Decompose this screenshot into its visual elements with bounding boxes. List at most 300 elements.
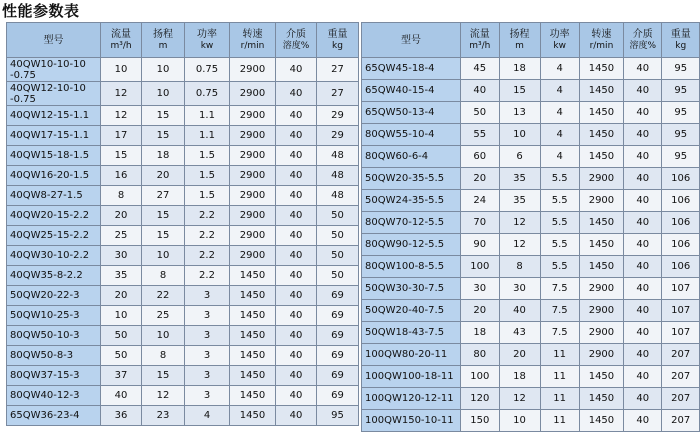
cell-concentration: 40: [624, 146, 662, 168]
cell-power: 2.2: [185, 206, 230, 226]
cell-concentration: 40: [276, 246, 317, 266]
cell-power: 11: [540, 410, 579, 432]
cell-speed: 1450: [230, 326, 276, 346]
header-power-unit: kw: [200, 40, 214, 51]
cell-weight: 27: [317, 58, 359, 82]
table-row: [362, 80, 700, 102]
cell-model: 65QW50-13-4: [362, 102, 461, 124]
table-row: [7, 386, 359, 406]
cell-power: 1.5: [185, 146, 230, 166]
cell-flow: 100: [461, 366, 500, 388]
cell-flow: 15: [101, 146, 142, 166]
cell-head: 25: [142, 306, 185, 326]
cell-head: 12: [499, 234, 540, 256]
cell-concentration: 40: [276, 166, 317, 186]
cell-flow: 50: [101, 326, 142, 346]
cell-power: 3: [185, 306, 230, 326]
header-model: [7, 23, 101, 58]
cell-speed: 2900: [579, 322, 623, 344]
header-concentration-label: 介质: [632, 28, 653, 40]
cell-speed: 2900: [579, 300, 623, 322]
table-row: [362, 146, 700, 168]
cell-model: 40QW35-8-2.2: [7, 266, 101, 286]
header-concentration: [624, 23, 662, 58]
cell-concentration: 40: [624, 80, 662, 102]
cell-head: 22: [142, 286, 185, 306]
header-weight-label: 重量: [670, 28, 691, 40]
cell-model: 40QW12-10-10 -0.75: [7, 82, 101, 106]
cell-head: 15: [142, 106, 185, 126]
cell-power: 5.5: [540, 212, 579, 234]
cell-model: 80QW37-15-3: [7, 366, 101, 386]
cell-flow: 50: [101, 346, 142, 366]
cell-flow: 12: [101, 82, 142, 106]
header-flow-unit: m³/h: [110, 40, 132, 51]
cell-model: 80QW50-8-3: [7, 346, 101, 366]
cell-flow: 30: [461, 278, 500, 300]
cell-speed: 1450: [230, 286, 276, 306]
page-title: 性能参数表: [2, 2, 80, 20]
cell-flow: 10: [101, 306, 142, 326]
cell-flow: 60: [461, 146, 500, 168]
cell-model: 40QW16-20-1.5: [7, 166, 101, 186]
cell-weight: 95: [662, 80, 700, 102]
table-header-row: [362, 23, 700, 58]
cell-power: 2.2: [185, 266, 230, 286]
cell-weight: 29: [317, 126, 359, 146]
cell-weight: 50: [317, 246, 359, 266]
cell-model: 65QW40-15-4: [362, 80, 461, 102]
header-concentration-unit: 溶度%: [629, 40, 657, 51]
header-power-label: 功率: [197, 28, 217, 40]
table-row: [362, 102, 700, 124]
table-row: [362, 388, 700, 410]
cell-model: 100QW150-10-11: [362, 410, 461, 432]
header-flow-unit: m³/h: [469, 40, 491, 51]
cell-head: 18: [499, 58, 540, 80]
table-row: [7, 306, 359, 326]
cell-head: 15: [142, 206, 185, 226]
cell-weight: 69: [317, 346, 359, 366]
cell-power: 5.5: [540, 190, 579, 212]
cell-concentration: 40: [624, 256, 662, 278]
cell-weight: 50: [317, 206, 359, 226]
header-flow-label: 流量: [111, 28, 131, 40]
cell-model: 50QW20-35-5.5: [362, 168, 461, 190]
table-row: [7, 146, 359, 166]
cell-power: 3: [185, 366, 230, 386]
cell-weight: 106: [662, 234, 700, 256]
header-concentration: [276, 23, 317, 58]
cell-concentration: 40: [624, 212, 662, 234]
cell-model: 80QW70-12-5.5: [362, 212, 461, 234]
cell-head: 27: [142, 186, 185, 206]
cell-weight: 207: [662, 388, 700, 410]
cell-head: 40: [499, 300, 540, 322]
table-row: [362, 190, 700, 212]
table-row: [7, 406, 359, 426]
cell-flow: 45: [461, 58, 500, 80]
cell-concentration: 40: [624, 300, 662, 322]
cell-concentration: 40: [276, 346, 317, 366]
cell-concentration: 40: [276, 326, 317, 346]
cell-weight: 69: [317, 306, 359, 326]
cell-speed: 1450: [579, 212, 623, 234]
header-weight-unit: kg: [675, 40, 687, 51]
cell-speed: 1450: [230, 406, 276, 426]
header-speed-label: 转速: [242, 28, 263, 40]
cell-flow: 20: [101, 206, 142, 226]
cell-head: 10: [499, 124, 540, 146]
cell-concentration: 40: [276, 386, 317, 406]
table-row: [7, 326, 359, 346]
cell-concentration: 40: [276, 366, 317, 386]
performance-table-left: [6, 22, 359, 426]
table-row: [362, 366, 700, 388]
cell-speed: 1450: [579, 388, 623, 410]
cell-speed: 1450: [230, 346, 276, 366]
table-header-row: [7, 23, 359, 58]
header-head-unit: m: [515, 40, 524, 51]
table-row: [7, 226, 359, 246]
cell-head: 12: [499, 388, 540, 410]
cell-power: 1.1: [185, 126, 230, 146]
cell-head: 10: [142, 82, 185, 106]
header-head-label: 扬程: [153, 28, 173, 40]
cell-concentration: 40: [276, 126, 317, 146]
cell-model: 80QW100-8-5.5: [362, 256, 461, 278]
cell-model: 50QW24-35-5.5: [362, 190, 461, 212]
header-power: [540, 23, 579, 58]
cell-power: 4: [540, 102, 579, 124]
cell-model: 40QW30-10-2.2: [7, 246, 101, 266]
cell-concentration: 40: [276, 306, 317, 326]
cell-flow: 17: [101, 126, 142, 146]
cell-head: 10: [499, 410, 540, 432]
cell-concentration: 40: [276, 146, 317, 166]
cell-power: 1.5: [185, 186, 230, 206]
cell-head: 12: [499, 212, 540, 234]
cell-power: 0.75: [185, 58, 230, 82]
cell-model: 40QW8-27-1.5: [7, 186, 101, 206]
cell-head: 8: [142, 346, 185, 366]
cell-speed: 2900: [230, 186, 276, 206]
cell-model: 50QW18-43-7.5: [362, 322, 461, 344]
cell-speed: 1450: [579, 366, 623, 388]
cell-weight: 48: [317, 146, 359, 166]
cell-power: 7.5: [540, 300, 579, 322]
cell-head: 35: [499, 190, 540, 212]
cell-flow: 50: [461, 102, 500, 124]
cell-concentration: 40: [276, 106, 317, 126]
cell-concentration: 40: [276, 406, 317, 426]
header-flow: [461, 23, 500, 58]
cell-power: 4: [185, 406, 230, 426]
header-flow-label: 流量: [469, 28, 490, 40]
cell-speed: 1450: [579, 234, 623, 256]
cell-weight: 50: [317, 226, 359, 246]
cell-speed: 1450: [579, 58, 623, 80]
cell-speed: 1450: [579, 410, 623, 432]
cell-power: 2.2: [185, 226, 230, 246]
cell-power: 11: [540, 344, 579, 366]
cell-speed: 2900: [579, 190, 623, 212]
cell-speed: 2900: [230, 126, 276, 146]
cell-model: 80QW90-12-5.5: [362, 234, 461, 256]
cell-weight: 207: [662, 410, 700, 432]
cell-flow: 35: [101, 266, 142, 286]
cell-model: 50QW10-25-3: [7, 306, 101, 326]
cell-flow: 24: [461, 190, 500, 212]
cell-speed: 2900: [230, 146, 276, 166]
table-row: [362, 344, 700, 366]
cell-speed: 2900: [230, 206, 276, 226]
cell-model: 100QW100-18-11: [362, 366, 461, 388]
cell-concentration: 40: [624, 410, 662, 432]
cell-head: 18: [499, 366, 540, 388]
cell-weight: 207: [662, 366, 700, 388]
cell-flow: 16: [101, 166, 142, 186]
cell-weight: 95: [662, 146, 700, 168]
cell-model: 65QW36-23-4: [7, 406, 101, 426]
table-row: [7, 206, 359, 226]
cell-head: 20: [142, 166, 185, 186]
cell-concentration: 40: [276, 226, 317, 246]
cell-power: 5.5: [540, 168, 579, 190]
cell-power: 1.5: [185, 166, 230, 186]
cell-speed: 1450: [579, 124, 623, 146]
cell-weight: 95: [662, 124, 700, 146]
cell-concentration: 40: [276, 186, 317, 206]
cell-flow: 36: [101, 406, 142, 426]
header-power-label: 功率: [549, 28, 570, 40]
table-row: [7, 286, 359, 306]
cell-speed: 2900: [230, 82, 276, 106]
cell-flow: 20: [101, 286, 142, 306]
header-concentration-unit: 溶度%: [282, 40, 310, 51]
header-weight: [317, 23, 359, 58]
cell-weight: 27: [317, 82, 359, 106]
header-power-unit: kw: [553, 40, 566, 51]
cell-head: 30: [499, 278, 540, 300]
performance-table-right: [361, 22, 700, 432]
cell-speed: 2900: [230, 106, 276, 126]
cell-flow: 25: [101, 226, 142, 246]
header-power: [185, 23, 230, 58]
cell-speed: 2900: [579, 278, 623, 300]
cell-speed: 2900: [230, 246, 276, 266]
cell-head: 15: [142, 126, 185, 146]
cell-model: 40QW17-15-1.1: [7, 126, 101, 146]
cell-model: 50QW30-30-7.5: [362, 278, 461, 300]
cell-concentration: 40: [624, 124, 662, 146]
cell-weight: 69: [317, 286, 359, 306]
cell-concentration: 40: [624, 190, 662, 212]
table-row: [7, 166, 359, 186]
cell-head: 20: [499, 344, 540, 366]
cell-model: 40QW20-15-2.2: [7, 206, 101, 226]
table-row: [362, 322, 700, 344]
cell-speed: 1450: [230, 266, 276, 286]
header-model-label: 型号: [43, 34, 64, 46]
header-speed-label: 转速: [591, 28, 612, 40]
cell-model: 100QW120-12-11: [362, 388, 461, 410]
cell-flow: 18: [461, 322, 500, 344]
cell-weight: 48: [317, 166, 359, 186]
cell-power: 7.5: [540, 322, 579, 344]
cell-flow: 70: [461, 212, 500, 234]
cell-weight: 107: [662, 278, 700, 300]
cell-power: 3: [185, 346, 230, 366]
cell-flow: 20: [461, 168, 500, 190]
cell-flow: 40: [461, 80, 500, 102]
table-row: [362, 300, 700, 322]
header-speed-unit: r/min: [240, 40, 265, 51]
header-speed: [230, 23, 276, 58]
cell-head: 43: [499, 322, 540, 344]
cell-model: 40QW25-15-2.2: [7, 226, 101, 246]
cell-concentration: 40: [624, 168, 662, 190]
cell-weight: 106: [662, 190, 700, 212]
cell-weight: 69: [317, 326, 359, 346]
cell-weight: 69: [317, 366, 359, 386]
cell-concentration: 40: [624, 344, 662, 366]
cell-model: 65QW45-18-4: [362, 58, 461, 80]
cell-speed: 1450: [579, 102, 623, 124]
cell-head: 10: [142, 246, 185, 266]
cell-head: 23: [142, 406, 185, 426]
cell-head: 18: [142, 146, 185, 166]
cell-weight: 106: [662, 256, 700, 278]
cell-head: 35: [499, 168, 540, 190]
cell-head: 8: [499, 256, 540, 278]
cell-concentration: 40: [624, 388, 662, 410]
cell-speed: 1450: [579, 80, 623, 102]
header-flow: [101, 23, 142, 58]
cell-model: 100QW80-20-11: [362, 344, 461, 366]
cell-flow: 30: [101, 246, 142, 266]
header-speed-unit: r/min: [589, 40, 614, 51]
cell-model: 40QW12-15-1.1: [7, 106, 101, 126]
cell-speed: 1450: [579, 146, 623, 168]
cell-model: 80QW60-6-4: [362, 146, 461, 168]
cell-head: 13: [499, 102, 540, 124]
cell-speed: 1450: [579, 256, 623, 278]
header-weight-label: 重量: [327, 28, 348, 40]
cell-concentration: 40: [624, 58, 662, 80]
cell-weight: 95: [662, 58, 700, 80]
cell-flow: 20: [461, 300, 500, 322]
cell-head: 6: [499, 146, 540, 168]
table-row: [362, 58, 700, 80]
cell-power: 0.75: [185, 82, 230, 106]
cell-head: 15: [499, 80, 540, 102]
cell-power: 4: [540, 146, 579, 168]
cell-head: 15: [142, 226, 185, 246]
cell-weight: 207: [662, 344, 700, 366]
table-row: [362, 212, 700, 234]
cell-flow: 10: [101, 58, 142, 82]
cell-concentration: 40: [276, 286, 317, 306]
cell-model: 80QW40-12-3: [7, 386, 101, 406]
cell-power: 5.5: [540, 256, 579, 278]
cell-weight: 69: [317, 386, 359, 406]
cell-weight: 50: [317, 266, 359, 286]
header-model-label: 型号: [401, 34, 422, 46]
cell-weight: 107: [662, 300, 700, 322]
cell-weight: 106: [662, 168, 700, 190]
cell-flow: 120: [461, 388, 500, 410]
cell-head: 15: [142, 366, 185, 386]
cell-flow: 150: [461, 410, 500, 432]
table-row: [7, 106, 359, 126]
cell-speed: 2900: [230, 166, 276, 186]
cell-power: 5.5: [540, 234, 579, 256]
header-head-label: 扬程: [509, 28, 530, 40]
cell-model: 80QW50-10-3: [7, 326, 101, 346]
header-weight: [662, 23, 700, 58]
table-row: [7, 186, 359, 206]
cell-flow: 40: [101, 386, 142, 406]
cell-concentration: 40: [624, 278, 662, 300]
cell-power: 4: [540, 124, 579, 146]
cell-flow: 90: [461, 234, 500, 256]
cell-flow: 8: [101, 186, 142, 206]
table-row: [7, 58, 359, 82]
cell-concentration: 40: [624, 234, 662, 256]
cell-model: 50QW20-22-3: [7, 286, 101, 306]
cell-model: 50QW20-40-7.5: [362, 300, 461, 322]
cell-speed: 2900: [230, 226, 276, 246]
cell-head: 10: [142, 58, 185, 82]
cell-weight: 95: [662, 102, 700, 124]
table-row: [362, 278, 700, 300]
cell-head: 10: [142, 326, 185, 346]
cell-weight: 106: [662, 212, 700, 234]
cell-weight: 48: [317, 186, 359, 206]
cell-power: 2.2: [185, 246, 230, 266]
cell-speed: 2900: [579, 344, 623, 366]
cell-flow: 100: [461, 256, 500, 278]
header-head: [499, 23, 540, 58]
cell-head: 12: [142, 386, 185, 406]
cell-speed: 1450: [230, 366, 276, 386]
cell-weight: 107: [662, 322, 700, 344]
header-weight-unit: kg: [332, 40, 343, 51]
cell-flow: 12: [101, 106, 142, 126]
table-row: [7, 366, 359, 386]
cell-head: 8: [142, 266, 185, 286]
cell-concentration: 40: [624, 102, 662, 124]
cell-power: 3: [185, 286, 230, 306]
cell-flow: 55: [461, 124, 500, 146]
cell-concentration: 40: [624, 322, 662, 344]
header-head: [142, 23, 185, 58]
header-speed: [579, 23, 623, 58]
table-row: [362, 168, 700, 190]
cell-concentration: 40: [276, 82, 317, 106]
header-model: [362, 23, 461, 58]
table-row: [362, 124, 700, 146]
cell-flow: 37: [101, 366, 142, 386]
cell-speed: 1450: [230, 306, 276, 326]
cell-concentration: 40: [276, 266, 317, 286]
header-concentration-label: 介质: [286, 28, 306, 40]
cell-speed: 2900: [579, 168, 623, 190]
table-row: [7, 246, 359, 266]
cell-power: 3: [185, 326, 230, 346]
table-row: [7, 266, 359, 286]
